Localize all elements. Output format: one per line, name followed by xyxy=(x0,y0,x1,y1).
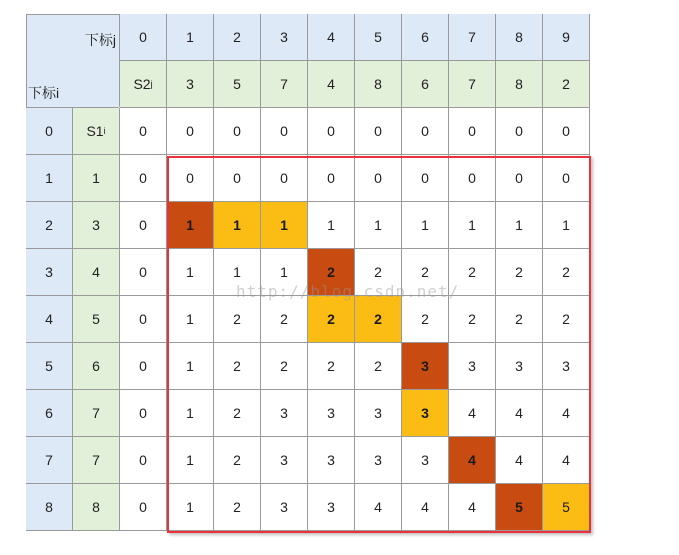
dp-value-cell: 0 xyxy=(214,108,261,155)
dp-value-cell: 2 xyxy=(261,296,308,343)
s1-value-cell: 7 xyxy=(73,390,120,437)
corner-header-cell xyxy=(26,14,120,108)
dp-value-cell: 3 xyxy=(449,343,496,390)
dp-value-cell: 0 xyxy=(402,155,449,202)
row-index-cell: 5 xyxy=(26,343,73,390)
dp-value-cell: 0 xyxy=(543,155,590,202)
dp-value-cell: 2 xyxy=(261,343,308,390)
dp-value-cell: 0 xyxy=(167,108,214,155)
dp-value-cell: 2 xyxy=(355,296,402,343)
dp-value-cell: 1 xyxy=(402,202,449,249)
dp-value-cell: 1 xyxy=(167,249,214,296)
s1-value-cell: 7 xyxy=(73,437,120,484)
dp-value-cell: 2 xyxy=(355,249,402,296)
column-index-header: 1 xyxy=(167,14,214,61)
dp-value-cell: 2 xyxy=(308,249,355,296)
dp-value-cell: 1 xyxy=(167,437,214,484)
watermark-text: http://blog.csdn.net/ xyxy=(236,282,460,301)
dp-value-cell: 3 xyxy=(496,343,543,390)
dp-value-cell: 5 xyxy=(543,484,590,531)
dp-value-cell: 1 xyxy=(167,390,214,437)
dp-value-cell: 1 xyxy=(308,202,355,249)
dp-value-cell: 4 xyxy=(543,390,590,437)
s2-label: S2 xyxy=(133,76,151,92)
dp-value-cell: 4 xyxy=(355,484,402,531)
dp-value-cell: 1 xyxy=(167,202,214,249)
dp-value-cell: 3 xyxy=(308,390,355,437)
s2-value-cell: 2 xyxy=(543,61,590,108)
dp-value-cell: 0 xyxy=(543,108,590,155)
dp-value-cell: 1 xyxy=(261,202,308,249)
dp-value-cell: 0 xyxy=(120,296,167,343)
row-index-cell: 0 xyxy=(26,108,73,155)
column-index-header: 2 xyxy=(214,14,261,61)
dp-value-cell: 0 xyxy=(496,155,543,202)
dp-value-cell: 0 xyxy=(496,108,543,155)
dp-value-cell: 2 xyxy=(214,296,261,343)
dp-value-cell: 0 xyxy=(167,155,214,202)
dp-value-cell: 1 xyxy=(355,202,402,249)
dp-value-cell: 2 xyxy=(402,296,449,343)
column-index-header: 9 xyxy=(543,14,590,61)
dp-value-cell: 3 xyxy=(308,437,355,484)
column-index-header: 7 xyxy=(449,14,496,61)
dp-value-cell: 3 xyxy=(355,437,402,484)
dp-value-cell: 1 xyxy=(496,202,543,249)
s2-value-cell: 4 xyxy=(308,61,355,108)
dp-value-cell: 0 xyxy=(120,390,167,437)
dp-value-cell: 0 xyxy=(355,108,402,155)
dp-value-cell: 0 xyxy=(120,484,167,531)
dp-value-cell: 2 xyxy=(543,296,590,343)
column-index-header: 8 xyxy=(496,14,543,61)
row-index-cell: 3 xyxy=(26,249,73,296)
row-index-cell: 2 xyxy=(26,202,73,249)
dp-value-cell: 2 xyxy=(214,390,261,437)
s1-value-cell: 6 xyxy=(73,343,120,390)
column-index-header: 5 xyxy=(355,14,402,61)
dp-value-cell: 4 xyxy=(496,437,543,484)
dp-value-cell: 0 xyxy=(120,249,167,296)
dp-value-cell: 2 xyxy=(308,296,355,343)
dp-value-cell: 2 xyxy=(355,343,402,390)
dp-value-cell: 0 xyxy=(120,343,167,390)
dp-value-cell: 0 xyxy=(120,108,167,155)
dp-value-cell: 2 xyxy=(543,249,590,296)
s2-value-cell: 7 xyxy=(449,61,496,108)
dp-value-cell: 3 xyxy=(402,437,449,484)
row-index-cell: 8 xyxy=(26,484,73,531)
dp-value-cell: 0 xyxy=(308,155,355,202)
s1-value-cell: 1 xyxy=(73,155,120,202)
row-index-cell: 7 xyxy=(26,437,73,484)
dp-value-cell: 2 xyxy=(214,484,261,531)
s1-label: S1 xyxy=(86,123,104,139)
dp-value-cell: 0 xyxy=(120,155,167,202)
row-index-cell: 1 xyxy=(26,155,73,202)
dp-value-cell: 0 xyxy=(449,155,496,202)
s2-label-cell xyxy=(120,61,167,108)
dp-value-cell: 0 xyxy=(402,108,449,155)
dp-value-cell: 2 xyxy=(496,296,543,343)
column-index-header: 3 xyxy=(261,14,308,61)
dp-value-cell: 5 xyxy=(496,484,543,531)
dp-value-cell: 2 xyxy=(402,249,449,296)
dp-value-cell: 4 xyxy=(543,437,590,484)
column-index-header: 6 xyxy=(402,14,449,61)
dp-value-cell: 3 xyxy=(543,343,590,390)
dp-value-cell: 1 xyxy=(167,484,214,531)
s1-value-cell: 5 xyxy=(73,296,120,343)
dp-value-cell: 4 xyxy=(449,437,496,484)
dp-value-cell: 0 xyxy=(308,108,355,155)
dp-value-cell: 4 xyxy=(449,484,496,531)
dp-value-cell: 2 xyxy=(449,296,496,343)
s2-subscript: j xyxy=(150,79,153,89)
dp-value-cell: 3 xyxy=(261,437,308,484)
s1-value-cell: 8 xyxy=(73,484,120,531)
s2-value-cell: 5 xyxy=(214,61,261,108)
column-index-label: 下标j xyxy=(84,32,116,48)
dp-value-cell: 3 xyxy=(261,484,308,531)
s2-value-cell: 6 xyxy=(402,61,449,108)
row-index-cell: 4 xyxy=(26,296,73,343)
dp-value-cell: 3 xyxy=(402,343,449,390)
row-index-label: 下标i xyxy=(28,85,60,101)
column-index-header: 0 xyxy=(120,14,167,61)
s2-value-cell: 8 xyxy=(355,61,402,108)
s1-subscript: i xyxy=(103,126,106,136)
dp-value-cell: 3 xyxy=(402,390,449,437)
dp-value-cell: 4 xyxy=(402,484,449,531)
dp-value-cell: 2 xyxy=(308,343,355,390)
dp-value-cell: 0 xyxy=(449,108,496,155)
dp-value-cell: 0 xyxy=(355,155,402,202)
s2-value-cell: 7 xyxy=(261,61,308,108)
dp-value-cell: 1 xyxy=(261,249,308,296)
dp-value-cell: 0 xyxy=(261,155,308,202)
dp-value-cell: 0 xyxy=(261,108,308,155)
dp-value-cell: 2 xyxy=(214,343,261,390)
dp-value-cell: 0 xyxy=(120,202,167,249)
s1-value-cell: 4 xyxy=(73,249,120,296)
dp-value-cell: 0 xyxy=(120,437,167,484)
dp-value-cell: 2 xyxy=(214,437,261,484)
dp-value-cell: 1 xyxy=(167,343,214,390)
dp-value-cell: 4 xyxy=(496,390,543,437)
dp-value-cell: 2 xyxy=(496,249,543,296)
s2-value-cell: 8 xyxy=(496,61,543,108)
row-index-cell: 6 xyxy=(26,390,73,437)
dp-value-cell: 3 xyxy=(355,390,402,437)
column-index-header: 4 xyxy=(308,14,355,61)
dp-value-cell: 4 xyxy=(449,390,496,437)
s1-value-cell xyxy=(73,108,120,155)
dp-value-cell: 1 xyxy=(449,202,496,249)
dp-value-cell: 3 xyxy=(261,390,308,437)
dp-value-cell: 3 xyxy=(308,484,355,531)
dp-value-cell: 1 xyxy=(543,202,590,249)
lcs-dp-table xyxy=(26,14,590,531)
dp-value-cell: 2 xyxy=(449,249,496,296)
dp-value-cell: 1 xyxy=(167,296,214,343)
s2-value-cell: 3 xyxy=(167,61,214,108)
s1-value-cell: 3 xyxy=(73,202,120,249)
dp-value-cell: 1 xyxy=(214,249,261,296)
dp-value-cell: 0 xyxy=(214,155,261,202)
dp-value-cell: 1 xyxy=(214,202,261,249)
